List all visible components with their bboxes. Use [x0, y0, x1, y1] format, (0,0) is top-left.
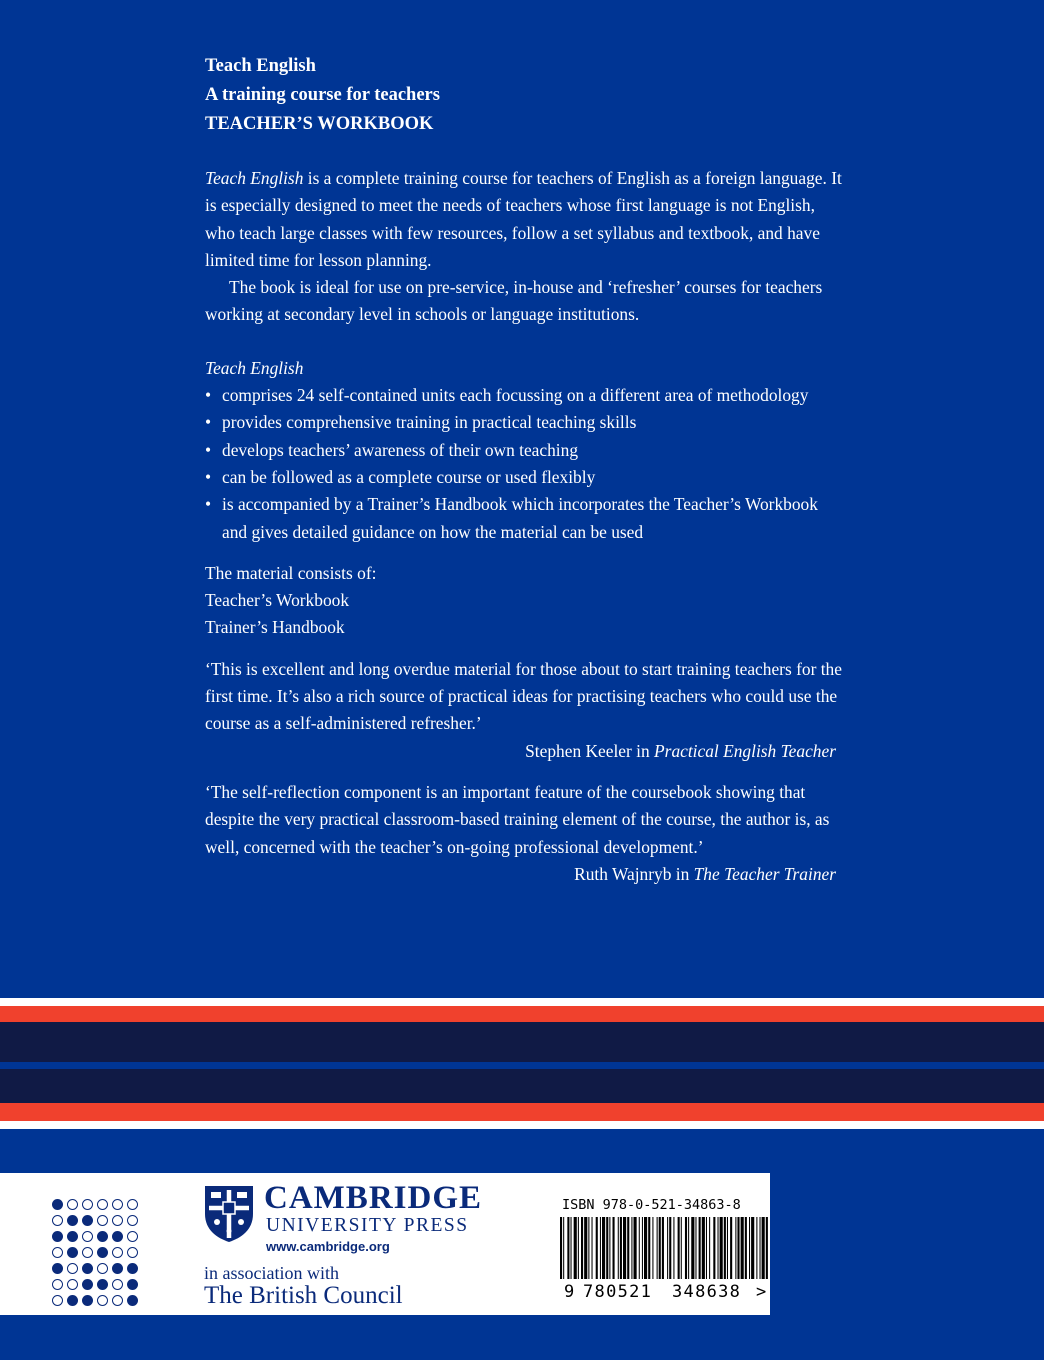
barcode-bars [560, 1217, 770, 1287]
dot-mark [97, 1247, 108, 1258]
barcode-bar [644, 1217, 647, 1279]
barcode-bar [659, 1217, 661, 1279]
barcode-bar [756, 1217, 757, 1279]
dot-mark [52, 1199, 63, 1210]
barcode-bar [567, 1217, 569, 1279]
dot-mark [82, 1215, 93, 1226]
barcode-bar [609, 1217, 610, 1279]
dot-mark [97, 1231, 108, 1242]
barcode-bar [613, 1217, 615, 1279]
stripe-red-top [0, 1006, 1044, 1022]
barcode-bar [584, 1217, 587, 1279]
barcode-bar [673, 1217, 674, 1279]
barcode-bar [600, 1217, 601, 1279]
description-paragraph [205, 165, 845, 274]
association-text: in association with [204, 1263, 339, 1283]
dot-mark [127, 1215, 138, 1226]
dot-mark [97, 1215, 108, 1226]
series-title: Teach English [205, 56, 316, 76]
barcode-quiet-mark: > [756, 1282, 768, 1302]
barcode-bar [688, 1217, 689, 1279]
barcode-bar [588, 1217, 589, 1279]
dot-mark [67, 1295, 78, 1306]
dot-mark [112, 1247, 123, 1258]
dot-mark [67, 1279, 78, 1290]
barcode-bar [685, 1217, 687, 1279]
barcode-bar [631, 1217, 632, 1279]
publisher-panel [0, 1173, 770, 1315]
dot-mark [97, 1263, 108, 1274]
barcode-bar [737, 1217, 739, 1279]
partner-name: The British Council [204, 1282, 403, 1309]
dot-mark [127, 1231, 138, 1242]
dot-row [52, 1244, 142, 1260]
dot-mark [67, 1247, 78, 1258]
barcode-bar [662, 1217, 664, 1279]
dot-mark [52, 1247, 63, 1258]
barcode-bar [574, 1217, 577, 1279]
stripe-blue-middle [0, 1062, 1044, 1069]
dot-row [52, 1212, 142, 1228]
back-cover-text [205, 52, 845, 888]
dot-mark [127, 1295, 138, 1306]
review-quote: ‘The self-reflection component is an important feature of the coursebook showing that despite the very practical classroom-based training element of the course, the author is, as well, concerned with the teacher’s on-going professional development.’ [205, 781, 830, 857]
bullet-icon: • [205, 385, 212, 406]
dot-mark [112, 1199, 123, 1210]
barcode-bar [735, 1217, 736, 1279]
barcode-group-right: 348638 [672, 1282, 742, 1302]
barcode-bar [730, 1217, 732, 1279]
publisher-press: UNIVERSITY PRESS [266, 1215, 469, 1236]
barcode-bar [702, 1217, 705, 1279]
barcode-bar [634, 1217, 637, 1279]
dot-mark [97, 1279, 108, 1290]
barcode-bar [657, 1217, 658, 1279]
dot-mark [82, 1231, 93, 1242]
barcode-bar [592, 1217, 593, 1279]
dot-mark [127, 1199, 138, 1210]
barcode-bar [578, 1217, 579, 1279]
review-attribution [205, 861, 845, 888]
stripe-red-bottom [0, 1103, 1044, 1121]
bullet-icon: • [205, 412, 212, 433]
barcode-bar [623, 1217, 626, 1279]
review-source: Practical English Teacher [654, 740, 836, 761]
stripe-white-bottom [0, 1121, 1044, 1129]
dot-row [52, 1196, 142, 1212]
dot-mark [82, 1263, 93, 1274]
barcode-bar [596, 1217, 598, 1279]
barcode-bar [718, 1217, 719, 1279]
dot-mark [52, 1231, 63, 1242]
book-subtitle: A training course for teachers [205, 85, 440, 105]
dot-mark [67, 1231, 78, 1242]
dot-row [52, 1292, 142, 1308]
usage-paragraph: The book is ideal for use on pre-service, in-house and ‘refresher’ courses for teachers working at secondary level in schools or language institutions. [205, 277, 823, 325]
review-author: Ruth Wajnryb in [574, 863, 694, 884]
barcode-group-left: 780521 [583, 1282, 653, 1302]
barcode-bar [581, 1217, 583, 1279]
barcode-bar [667, 1217, 668, 1279]
dot-mark [97, 1199, 108, 1210]
dot-mark [52, 1279, 63, 1290]
barcode-bar [560, 1217, 562, 1279]
barcode-bar [695, 1217, 696, 1279]
bullet-icon: • [205, 494, 212, 515]
dot-mark [82, 1295, 93, 1306]
dot-mark [127, 1279, 138, 1290]
cambridge-crest-icon [203, 1184, 255, 1244]
british-council-dots-logo [52, 1196, 142, 1308]
dot-mark [52, 1215, 63, 1226]
barcode-bar [706, 1217, 707, 1279]
barcode-bar [760, 1217, 761, 1279]
barcode-first-digit: 9 [564, 1282, 576, 1302]
feature-item: • develops teachers’ awareness of their own teaching [205, 437, 845, 464]
barcode-bar [571, 1217, 572, 1279]
barcode-bar [669, 1217, 671, 1279]
dot-mark [112, 1231, 123, 1242]
features-list [205, 382, 845, 546]
barcode-bar [648, 1217, 650, 1279]
barcode-bar [606, 1217, 608, 1279]
dot-mark [127, 1247, 138, 1258]
barcode-bar [627, 1217, 629, 1279]
barcode-bar [639, 1217, 640, 1279]
review-source: The Teacher Trainer [693, 863, 836, 884]
barcode-bar [652, 1217, 653, 1279]
dot-mark [67, 1215, 78, 1226]
dot-mark [82, 1199, 93, 1210]
barcode-bar [620, 1217, 622, 1279]
dot-mark [67, 1199, 78, 1210]
feature-item: • is accompanied by a Trainer’s Handbook which incorporates the Teacher’s Workbook and gives detailed guidance on how the material can be used [205, 491, 845, 546]
barcode-bar [741, 1217, 744, 1279]
barcode-bar [678, 1217, 680, 1279]
barcode-bar [699, 1217, 701, 1279]
barcode-bar [713, 1217, 715, 1279]
barcode-bar [563, 1217, 564, 1279]
stripe-navy-top [0, 1022, 1044, 1062]
review-author: Stephen Keeler in [525, 740, 655, 761]
barcode-bar [720, 1217, 723, 1279]
barcode-bar [727, 1217, 728, 1279]
dot-row [52, 1228, 142, 1244]
stripe-white-top [0, 998, 1044, 1006]
barcode-bar [691, 1217, 694, 1279]
dot-mark [67, 1263, 78, 1274]
feature-item: • provides comprehensive training in practical teaching skills [205, 409, 845, 436]
review-quote: ‘This is excellent and long overdue material for those about to start training teachers for the first time. It’s also a rich source of practical ideas for practising teachers who could use the course as a self-administered refresher.’ [205, 658, 842, 734]
stripe-navy-bottom [0, 1069, 1044, 1103]
dot-mark [82, 1247, 93, 1258]
isbn-label: ISBN 978-0-521-34863-8 [562, 1197, 741, 1213]
dot-mark [82, 1279, 93, 1290]
intro-title: Teach English [205, 168, 304, 188]
dot-mark [52, 1295, 63, 1306]
feature-item: • comprises 24 self-contained units each focussing on a different area of methodology [205, 382, 845, 409]
barcode-bar [681, 1217, 682, 1279]
dot-mark [112, 1263, 123, 1274]
barcode-bar [709, 1217, 710, 1279]
dot-mark [112, 1295, 123, 1306]
barcode-bar [749, 1217, 750, 1279]
barcode-bar [642, 1217, 643, 1279]
dot-mark [52, 1263, 63, 1274]
feature-item: • can be followed as a complete course or used flexibly [205, 464, 845, 491]
dot-mark [127, 1263, 138, 1274]
components-heading: The material consists of: [205, 562, 377, 583]
dot-mark [112, 1279, 123, 1290]
barcode-bar [762, 1217, 765, 1279]
isbn-barcode [528, 1173, 770, 1315]
intro-text: is a complete training course for teachers of English as a foreign language. It is especially designed to meet the needs of teachers whose first language is not English, who teach large classes with few resources, follow a set syllabus and textbook, and have limited time for lesson planning. [205, 168, 842, 270]
barcode-bar [751, 1217, 754, 1279]
publisher-website: www.cambridge.org [266, 1239, 390, 1254]
component-item: Teacher’s Workbook [205, 590, 350, 611]
features-heading: Teach English [205, 357, 304, 378]
barcode-bar [724, 1217, 726, 1279]
dot-mark [112, 1215, 123, 1226]
publisher-name: CAMBRIDGE [264, 1180, 483, 1216]
barcode-bar [745, 1217, 747, 1279]
bullet-icon: • [205, 439, 212, 460]
dot-row [52, 1276, 142, 1292]
dot-mark [97, 1295, 108, 1306]
barcode-bar [766, 1217, 768, 1279]
component-item: Trainer’s Handbook [205, 617, 345, 638]
barcode-bar [602, 1217, 605, 1279]
dot-row [52, 1260, 142, 1276]
review-attribution [205, 738, 845, 765]
barcode-bar [618, 1217, 619, 1279]
bullet-icon: • [205, 466, 212, 487]
book-type: TEACHER’S WORKBOOK [205, 114, 434, 134]
